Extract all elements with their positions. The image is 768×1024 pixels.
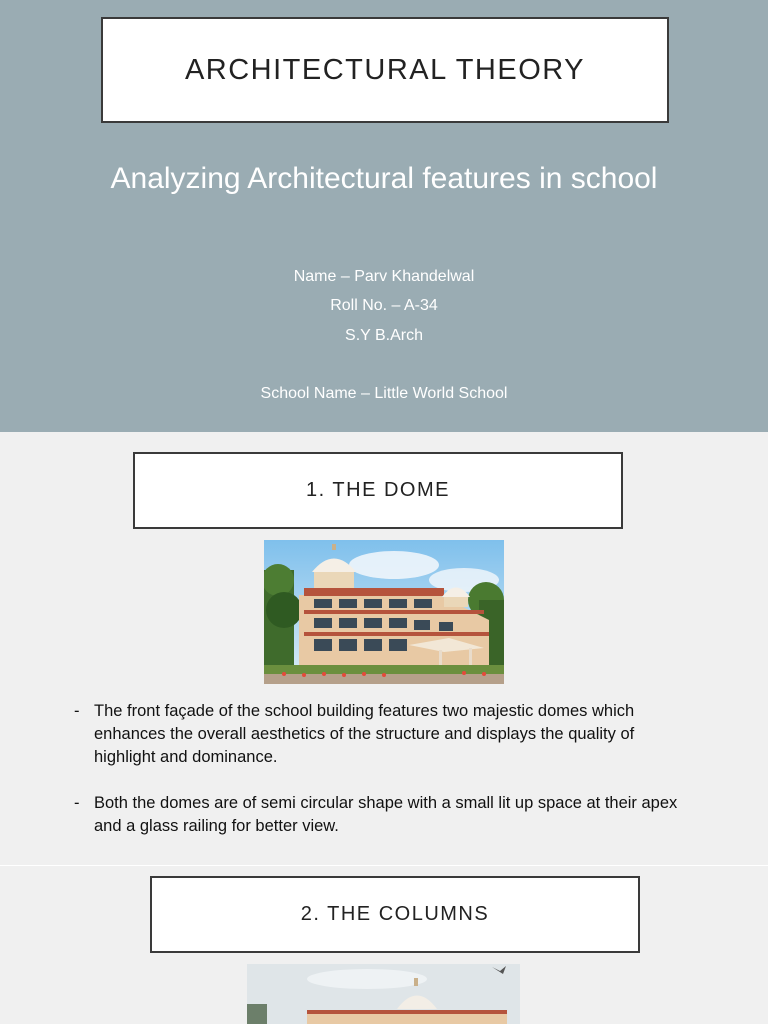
bullet-text: Both the domes are of semi circular shape with a small lit up space at their apex and a glass railing for better view. (94, 794, 678, 835)
title-slide (0, 0, 768, 432)
school-name: School Name – Little World School (260, 385, 508, 402)
columns-slide (0, 866, 768, 1024)
bullet-item (74, 792, 684, 838)
dome-slide (0, 432, 768, 865)
bullet-item (74, 700, 684, 769)
bullet-dash: - (74, 702, 80, 720)
class-name: S.Y B.Arch (345, 327, 423, 344)
section-heading: 1. THE DOME (306, 479, 450, 501)
slide-subtitle: Analyzing Architectural features in school (110, 162, 658, 195)
bullet-dash: - (74, 794, 80, 812)
columns-photo (247, 964, 520, 1024)
title-box (101, 17, 669, 123)
bullet-text: The front façade of the school building features two majestic domes which enhances the overall aesthetics of the structure and displays the quality of highlight and dominance. (94, 702, 635, 766)
school-building-photo (264, 540, 504, 684)
author-name: Name – Parv Khandelwal (293, 268, 475, 285)
roll-number: Roll No. – A-34 (330, 297, 438, 314)
section-heading-box (133, 452, 623, 529)
slide-title: ARCHITECTURAL THEORY (184, 53, 586, 86)
section-heading: 2. THE COLUMNS (300, 903, 490, 925)
section-heading-box (150, 876, 640, 953)
